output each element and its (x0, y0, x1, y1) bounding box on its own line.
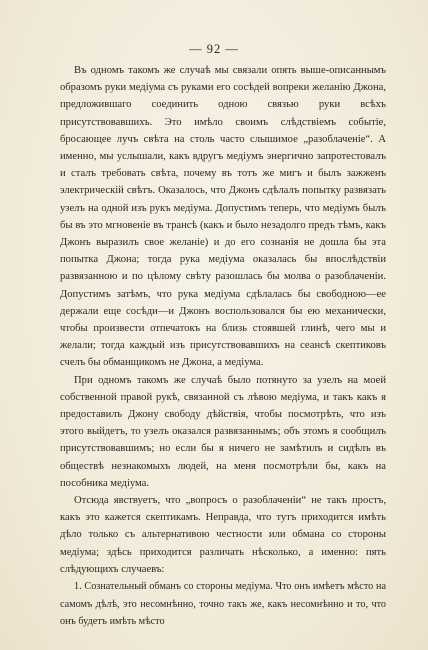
paragraph-2: При одномъ такомъ же случаѣ было потянуто за узелъ на моей собственной правой рукѣ, связанной съ лѣвою медіума, и такъ какъ я предоставилъ Джону свободу дѣйствія, чтобы посмотрѣть, что изъ этого выйдетъ, то узелъ оказался развязаннымъ; объ этомъ я сообщилъ присутствовавшимъ; но если бы я ничего не замѣтилъ и сидѣлъ въ обществѣ незнакомыхъ людей, на меня посмотрѣли бы, какъ на пособника медіума. (60, 374, 386, 489)
page-body (60, 62, 386, 630)
paragraph-1: Въ одномъ такомъ же случаѣ мы связали опять выше-описаннымъ образомъ руки медіума съ руками его сосѣдей вопреки желанію Джона, предложившаго соединить одною связью руки всѣхъ присутствовавшихъ. Это имѣло своимъ слѣдствіемъ событіе, бросающее лучъ свѣта на столь часто слышимое „разоблаченіе“. А именно, мы услышали, какъ вдругъ медіумъ энергично запротестовалъ и сталъ требовать свѣта, почему въ тотъ же мигъ и былъ зажженъ электрическій свѣтъ. Оказалось, что Джонъ сдѣлалъ попытку развязать узелъ на одной изъ рукъ медіума. Допустимъ теперь, что медіумъ былъ бы въ это мгновеніе въ трансѣ (какъ и было незадолго предъ тѣмъ, какъ Джонъ выразилъ свое желаніе) и до его сознанія не дошла бы эта попытка Джона; тогда рука медіума оказалась бы впослѣдствіи развязанною и по цѣлому свѣту разошлась бы молва о разоблаченіи. Допустимъ затѣмъ, что рука медіума сдѣлалась бы свободною—ее держали еще сосѣди—и Джонъ воспользовался бы ею механически, чтобы произвести отпечатокъ на близь стоявшей глинѣ, чего мы и желали; тогда каждый изъ присутствовавшихъ на сеансѣ скептиковъ счелъ бы обманщикомъ не Джона, а медіума. (60, 65, 386, 369)
paragraph-4: 1. Сознательный обманъ со стороны медіума. Что онъ имѣетъ мѣсто на самомъ дѣлѣ, это несомнѣнно, точно такъ же, какъ несомнѣнно и то, что онъ будетъ имѣть мѣсто (60, 581, 386, 627)
paragraph-3: Отсюда явствуетъ, что „вопросъ о разоблаченіи“ не такъ простъ, какъ это кажется скептикамъ. Неправда, что тутъ приходится имѣть дѣло только съ альтернативою честности или обмана со стороны медіума; здѣсь приходится различать нѣсколько, а именно: пять слѣдующихъ случаевъ: (60, 495, 386, 575)
page-number: — 92 — (189, 42, 239, 56)
